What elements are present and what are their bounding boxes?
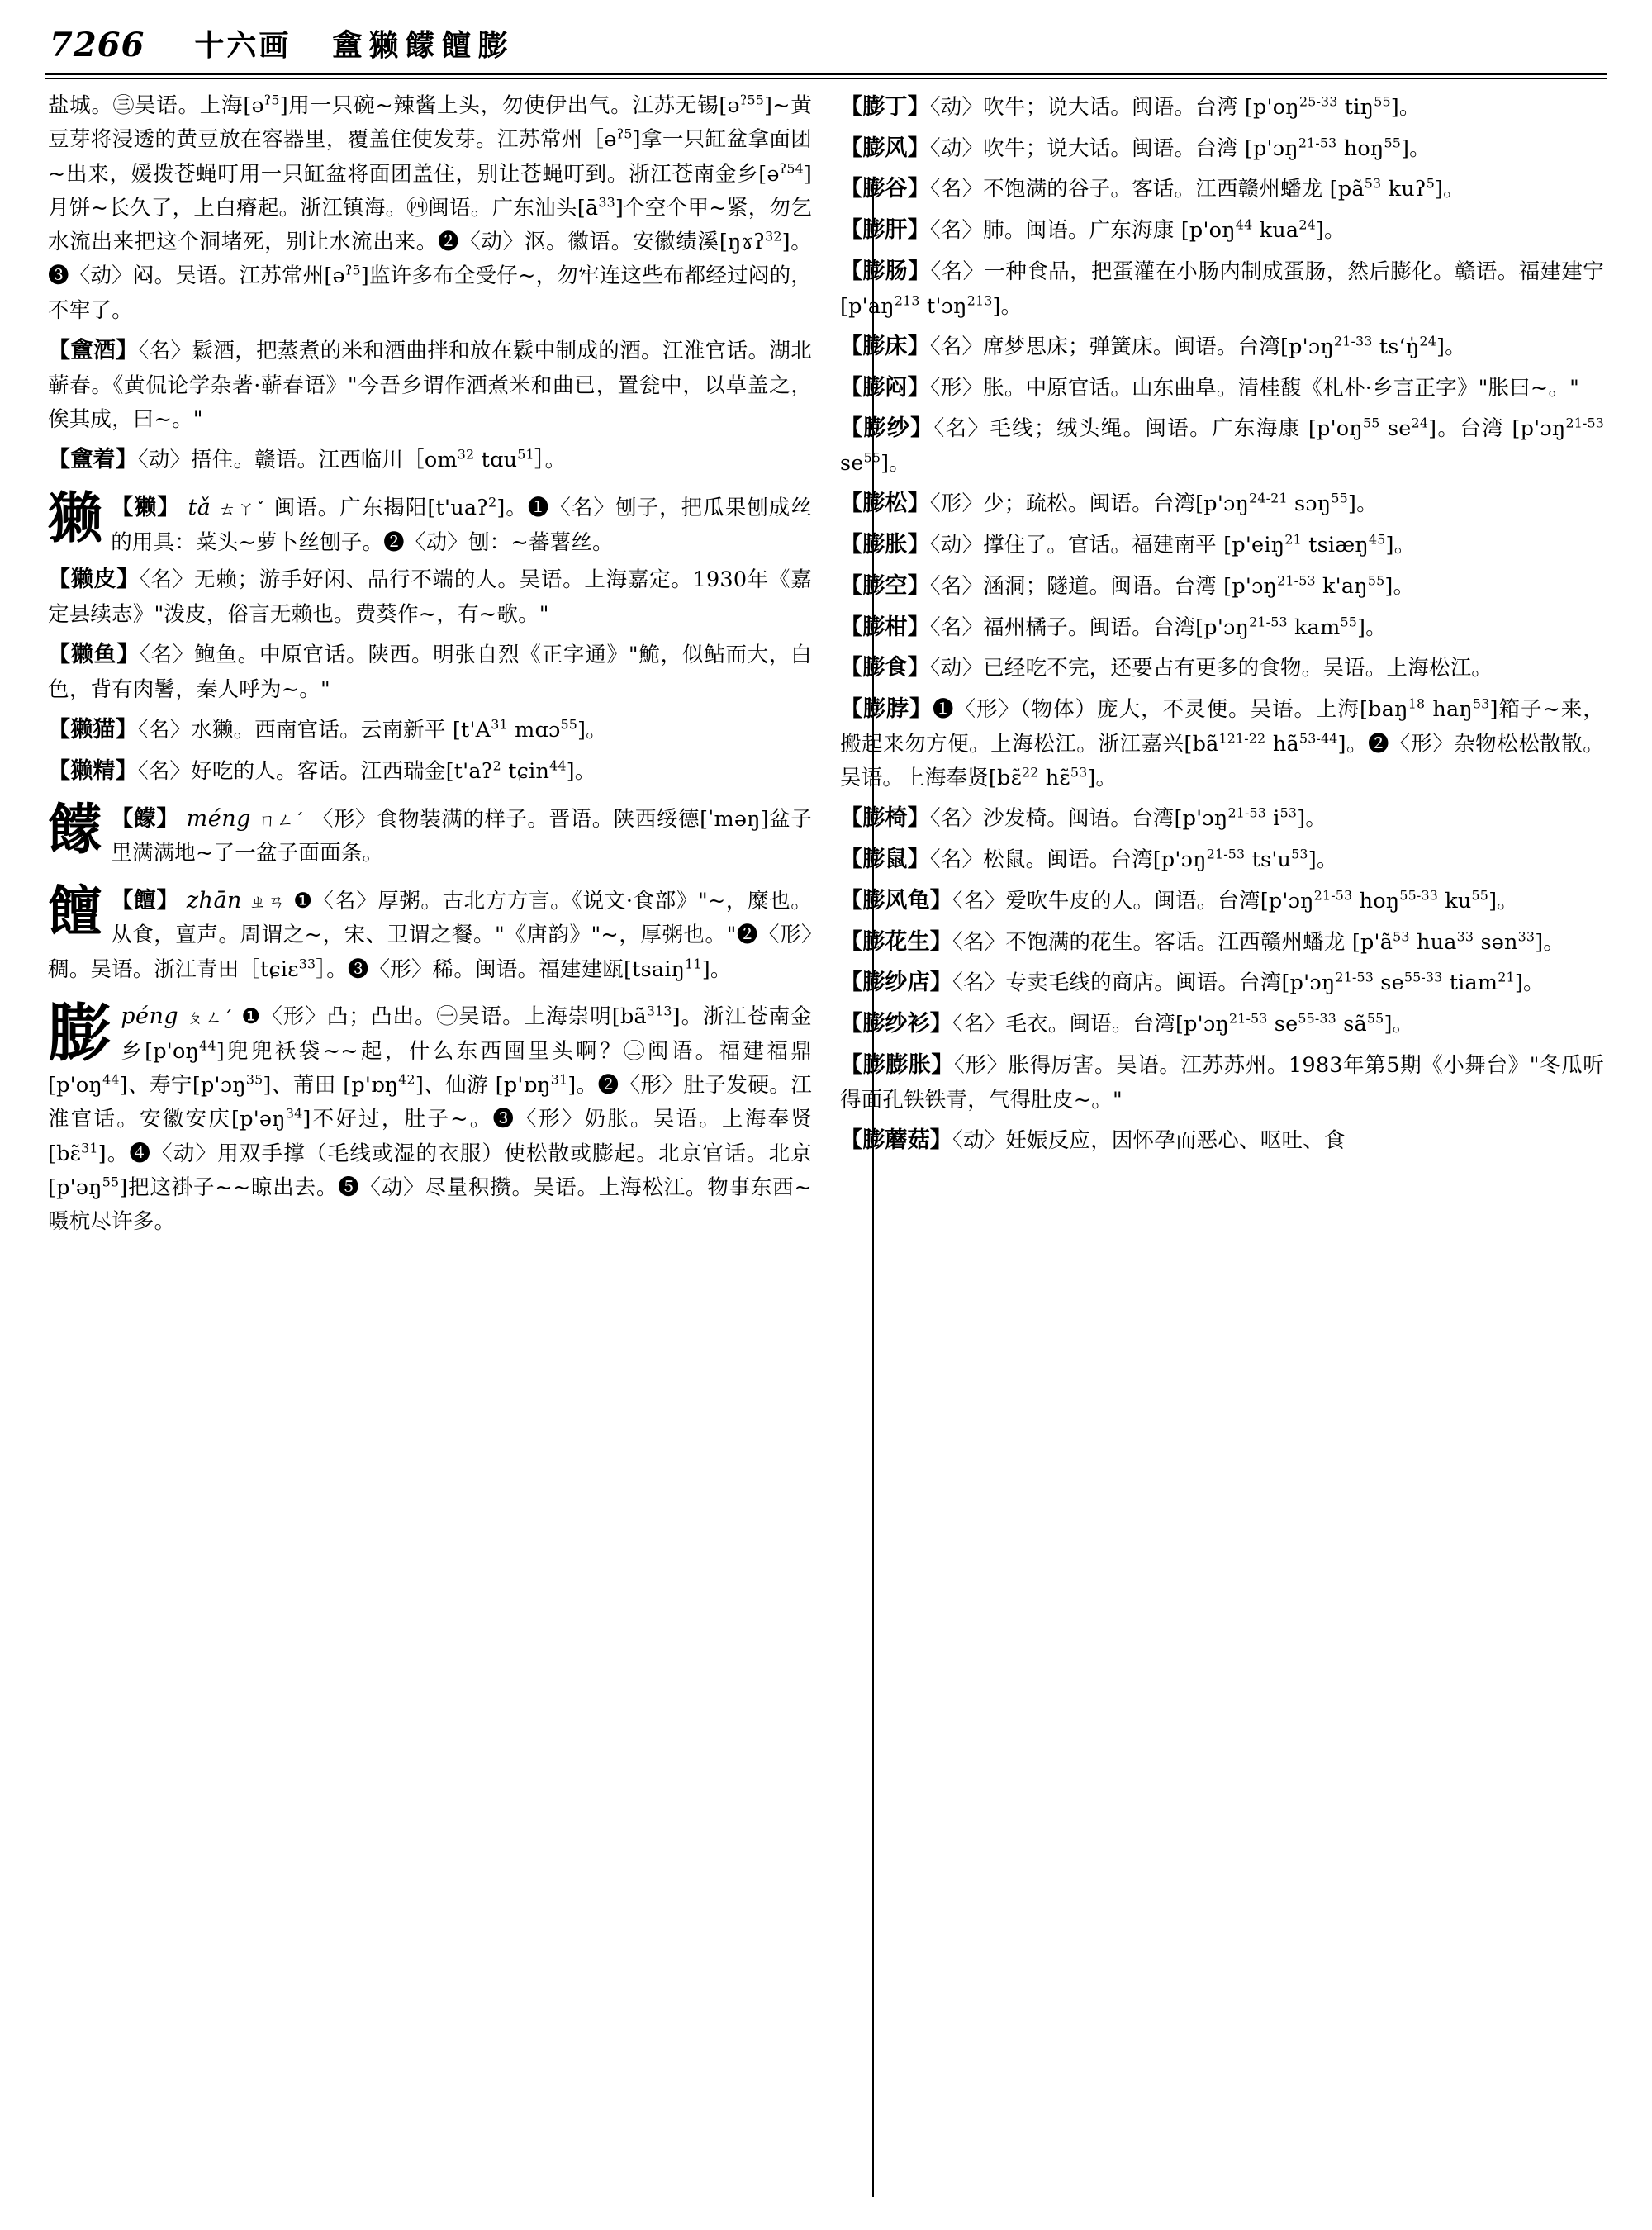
stroke-count-label: 十六画 — [194, 29, 292, 63]
entry-peng-gan — [840, 212, 1604, 249]
entry-peng-fenggui — [840, 883, 1604, 919]
entry-body: 〈名〉不饱满的花生。客话。江西赣州蟠龙 [$p'ã^{53}$ hua$^{33}$ sən$^{33}$]。 — [952, 928, 1565, 955]
entry-body: 〈名〉松鼠。闽语。台湾[p'ɔŋ$^{21-53}$ $ts'u^{53}$]。 — [929, 846, 1338, 873]
text-columns — [48, 89, 1604, 2213]
entry-peng-huasheng — [840, 924, 1604, 961]
headword: 【膨胀】 — [840, 532, 930, 558]
entry-body: 〈形〉少；疏松。闽语。台湾[p'ɔŋ$^{24-21}$ sɔŋ$^{55}$]。 — [929, 490, 1378, 517]
entry-body: 〈名〉好吃的人。客话。江西瑞金[t'aʔ$^2$ tɕin$^{44}$]。 — [137, 757, 596, 784]
entry-ta — [48, 486, 812, 560]
entry-peng-jing — [840, 691, 1604, 795]
entry-body: 〈名〉专卖毛线的商店。闽语。台湾[p'ɔŋ$^{21-53}$ $se^{55-33}$ tiam$^{21}$]。 — [952, 969, 1545, 996]
entry-peng-pengzhang — [840, 1047, 1604, 1117]
entry-body: 〈名〉爱吹牛皮的人。闽语。台湾[p'ɔŋ$^{21-53}$ hoŋ$^{55-33}$ $ku^{55}$]。 — [952, 887, 1518, 913]
entry-peng-gan2 — [840, 610, 1604, 646]
zhuyin: ㄓㄢ — [249, 891, 287, 912]
entry-tayu — [48, 637, 812, 707]
header-characters: 盦獭饛饘膨 — [332, 29, 515, 63]
headword: 【饘】 — [111, 887, 180, 913]
entry-peng — [48, 996, 812, 1240]
entry-peng-ding — [840, 89, 1604, 126]
entry-peng-shadian — [840, 965, 1604, 1001]
headword: 【膨食】 — [840, 655, 930, 681]
entry-peng-zhang — [840, 527, 1604, 563]
entry-body: ❶〈名〉厚粥。古北方方言。《说文·食部》"~，糜也。从食，亶声。周谓之~，宋、卫谓之餐。"《唐韵》"~，厚粥也。"❷〈形〉稠。吴语。浙江青田［tɕiɛ$^{33}$］。❸〈形〉稀。闽语。福建建瓯[tsaiŋ$^{11}$]。 — [48, 888, 812, 982]
page-number: 7266 — [50, 26, 145, 64]
headword: 【膨纱衫】 — [840, 1011, 952, 1037]
entry-body: 〈名〉鬏酒，把蒸煮的米和酒曲拌和放在鬏中制成的酒。江淮官话。湖北蕲春。《黄侃论学杂著·蕲春语》"今吾乡谓作洒煮米和曲已，置瓮中，以草盖之，俟其成，曰~。" — [48, 339, 812, 433]
headword: 【膨闷】 — [840, 374, 930, 401]
headword: 【獭猫】 — [48, 717, 138, 743]
entry-body: 〈动〉撑住了。官话。福建南平 [p'eiŋ$^{21}$ tsiæŋ$^{45}$]。 — [929, 531, 1416, 558]
entry-body: 〈名〉水獭。西南官话。云南新平 [$t'A^{31}$ mɑɔ$^{55}$]。 — [137, 716, 607, 743]
entry-peng-shu — [840, 842, 1604, 878]
entry-body: 〈动〉吹牛；说大话。闽语。台湾 [$p'oŋ^{25-33}$ tiŋ$^{55}$]。 — [929, 93, 1421, 120]
zhuyin: ㄇㄥˊ — [258, 809, 306, 830]
headword: 【盦着】 — [48, 447, 138, 473]
entry-body: 〈名〉不饱满的谷子。客话。江西赣州蟠龙 [$pã^{53}$ kuʔ$^5$]。 — [929, 175, 1464, 202]
zhuyin: ㄊㄚˇ — [218, 499, 267, 520]
headword: 【膨松】 — [840, 491, 930, 517]
entry-peng-chang — [840, 254, 1604, 324]
entry-body: 〈名〉无赖；游手好闲、品行不端的人。吴语。上海嘉定。1930年《嘉定县续志》"泼皮，俗言无赖也。费葵作~，有~歌。" — [48, 567, 812, 627]
entry-meng — [48, 797, 813, 871]
pinyin: méng — [186, 805, 251, 832]
entry-body: 〈名〉席梦思床；弹簧床。闽语。台湾[p'ɔŋ$^{21-33}$ tsʻŋ̍$^{24}$]。 — [929, 333, 1466, 359]
entry-tamao — [48, 712, 812, 748]
pinyin: tǎ — [188, 495, 211, 521]
headword: 【膨谷】 — [840, 176, 930, 202]
big-character: 獭 — [48, 486, 103, 551]
headword: 【饛】 — [111, 805, 179, 832]
entry-tajing — [48, 753, 812, 790]
entry-body: 〈名〉毛线；绒头绳。闽语。广东海康 [$p'oŋ^{55}$ $se^{24}$]。台湾 [p'ɔŋ$^{21-53}$ $se^{55}$]。 — [840, 415, 1604, 477]
entry-anjiu — [48, 333, 812, 437]
headword: 【獭精】 — [48, 757, 138, 784]
big-character: 膨 — [48, 996, 112, 1070]
headword: 【膨花生】 — [840, 928, 952, 955]
headword: 【膨柑】 — [840, 614, 930, 640]
entry-peng-gu — [840, 171, 1604, 207]
entry-peng-kong — [840, 568, 1604, 605]
entry-peng-song — [840, 486, 1604, 522]
entry-body: 〈形〉食物装满的样子。晋语。陕西绥德[ˈməŋ]盆子里满满地~了一盆子面面条。 — [111, 806, 813, 866]
headword: 【膨空】 — [840, 572, 930, 599]
header-rule-thick — [45, 73, 1607, 75]
headword: 【膨风】 — [840, 135, 930, 161]
entry-peng-mogu — [840, 1122, 1604, 1159]
big-character: 饘 — [48, 879, 103, 943]
zhuyin: ㄆㄥˊ — [186, 1008, 235, 1028]
entry-peng-feng — [840, 130, 1604, 167]
entry-body: 〈动〉吹牛；说大话。闽语。台湾 [p'ɔŋ$^{21-53}$ hoŋ$^{55}$]。 — [929, 135, 1431, 161]
page-header — [50, 15, 1602, 64]
entry-body: 〈动〉妊娠反应，因怀孕而恶心、呕吐、食 — [952, 1127, 1346, 1153]
headword: 【盦酒】 — [48, 338, 139, 364]
entry-anzhe — [48, 442, 812, 478]
header-rule-thin — [45, 78, 1607, 79]
entry-peng-yi — [840, 800, 1604, 837]
headword: 【膨肠】 — [840, 258, 931, 284]
entry-body: 〈形〉胀得厉害。吴语。江苏苏州。1983年第5期《小舞台》"冬瓜听得面孔铁铁青，气得肚皮~。" — [840, 1052, 1604, 1113]
headword: 【膨膨胀】 — [840, 1051, 955, 1078]
headword: 【獭皮】 — [48, 567, 140, 593]
entry-body: ❶〈形〉（物体）庞大，不灵便。吴语。上海[baŋ$^{18}$ haŋ$^{53}$]箱子~来，搬起来勿方便。上海松江。浙江嘉兴[$bã^{121-22}$ $hã^{53-44}$]。❷〈形〉杂物松松散散。吴语。上海奉贤[bɛ̃$^{22}$ hɛ̃$^{53}$]。 — [840, 695, 1604, 791]
entry-peng-men — [840, 370, 1604, 406]
entry-body: 闽语。广东揭阳[t'uaʔ$^2$]。❶〈名〉刨子，把瓜果刨成丝的用具：菜头~萝卜丝刨子。❷〈动〉刨：~蕃薯丝。 — [111, 494, 812, 555]
entry-body: 盐城。㊂吴语。上海[ə$^{ʔ5}$]用一只碗~辣酱上头，勿使伊出气。江苏无锡[ə$^{ʔ55}$]~黄豆芽将浸透的黄豆放在容器里，覆盖住使发芽。江苏常州［ə$^{ʔ5}$]拿一只缸盆拿面团~出来，媛拨苍蝇叮用一只缸盆将面团盖住，别让苍蝇叮到。浙江苍南金乡[ə$^{ʔ54}$]月饼~长久了，上白瘠起。浙江镇海。㊃闽语。广东汕头$[ā^{33}]$个空个甲~紧，勿乞水流出来把这个洞堵死，别让水流出来。❷〈动〉沤。徽语。安徽绩溪[ŋɤʔ$^{32}$]。❸〈动〉闷。吴语。江苏常州[ə$^{ʔ5}$]监许多布全受仔~，勿牢连这些布都经过闷的，不牢了。 — [48, 92, 812, 323]
entry-peng-sha — [840, 410, 1604, 481]
headword: 【膨风龟】 — [840, 887, 952, 913]
right-column — [840, 89, 1604, 2213]
entry-body: 〈名〉福州橘子。闽语。台湾[p'ɔŋ$^{21-53}$ kam$^{55}$]。 — [929, 614, 1387, 640]
entry-body: 〈名〉一种食品，把蛋灌在小肠内制成蛋肠，然后膨化。赣语。福建建宁[$p'aŋ^{213}$ t'ɔŋ$^{213}$]。 — [840, 259, 1604, 319]
entry-body: 〈名〉鲍鱼。中原官话。陕西。明张自烈《正字通》"鮠，似鲇而大，白色，背有肉鬐，秦人呼为~。" — [48, 643, 812, 702]
entry-body: ❶〈形〉凸；凸出。㊀吴语。上海崇明$[bã^{313}]$。浙江苍南金乡$[p'oŋ^{44}]$兜兜袄袋~~起，什么东西囤里头啊？㊁闽语。福建福鼎 $[p'oŋ^{44}]$、寿宁[p'ɔŋ$^{35}$]、莆田 [p'ɒŋ$^{42}$]、仙游 [p'ɒŋ$^{31}$]。❷〈形〉肚子发硬。江淮官话。安徽安庆[p'əŋ$^{34}$]不好过，肚子~。❸〈形〉奶胀。吴语。上海奉贤[bɛ̃$^{31}$]。❹〈动〉用双手撑（毛线或湿的衣服）使松散或膨起。北京官话。北京[p'əŋ$^{55}$]把这褂子~~晾出去。❺〈动〉尽量积攒。吴语。上海松江。物事东西~嗫杭尽许多。 — [48, 1003, 812, 1235]
entry-body: 〈名〉涵洞；隧道。闽语。台湾 [p'ɔŋ$^{21-53}$ $k'aŋ^{55}$]。 — [929, 572, 1415, 599]
pinyin: péng — [121, 1004, 179, 1030]
headword: 【獭】 — [111, 495, 181, 521]
headword: 【膨床】 — [840, 333, 930, 359]
entry-peng-chuang — [840, 329, 1604, 365]
entry-body: 〈名〉毛衣。闽语。台湾[p'ɔŋ$^{21-53}$ $se^{55-33}$ $sã^{55}$]。 — [952, 1010, 1414, 1037]
entry-continuation — [48, 89, 812, 328]
entry-peng-shi — [840, 650, 1604, 686]
headword: 【獭鱼】 — [48, 642, 140, 668]
headword: 【膨蘑菇】 — [840, 1127, 952, 1153]
headword: 【膨纱】 — [840, 415, 934, 442]
pinyin: zhān — [186, 887, 242, 913]
left-column — [48, 89, 812, 2213]
entry-body: 〈形〉胀。中原官话。山东曲阜。清桂馥《札朴·乡言正字》"胀曰~。" — [929, 375, 1580, 401]
headword: 【膨纱店】 — [840, 970, 952, 996]
entry-peng-shashan — [840, 1006, 1604, 1042]
headword: 【膨椅】 — [840, 805, 930, 832]
entry-body: 〈动〉已经吃不完，还要占有更多的食物。吴语。上海松江。 — [929, 656, 1493, 681]
entry-body: 〈名〉沙发椅。闽语。台湾[p'ɔŋ$^{21-53}$ $i^{53}$]。 — [929, 804, 1327, 832]
entry-body: 〈动〉捂住。赣语。江西临川$[om^{32}$ tɑu$^{51}$］。 — [137, 446, 567, 473]
entry-tapi — [48, 562, 812, 632]
headword: 【膨脖】 — [840, 696, 933, 723]
headword: 【膨鼠】 — [840, 847, 930, 873]
headword: 【膨丁】 — [840, 94, 930, 120]
entry-zhan — [48, 879, 812, 987]
headword: 【膨肝】 — [840, 217, 930, 244]
entry-body: 〈名〉肺。闽语。广东海康 [$p'oŋ^{44}$ kua$^{24}$]。 — [929, 216, 1346, 244]
big-character: 饛 — [48, 797, 103, 861]
